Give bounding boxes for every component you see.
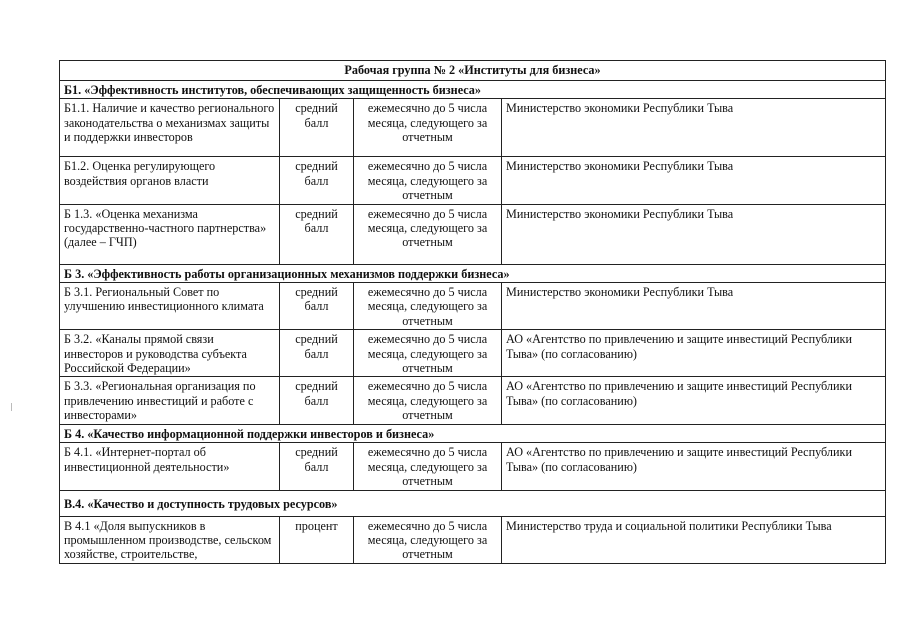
table-title-row	[60, 61, 886, 81]
unit-cell: процент	[280, 516, 354, 563]
unit-cell: средний балл	[280, 99, 354, 157]
section-row	[60, 81, 886, 99]
section-row	[60, 491, 886, 516]
indicator-cell: Б 1.3. «Оценка механизма государственно-частного партнерства» (далее – ГЧП)	[60, 204, 280, 264]
table-row	[60, 283, 886, 330]
responsible-cell: Министерство экономики Республики Тыва	[502, 99, 886, 157]
section-row	[60, 264, 886, 282]
indicator-cell: Б 3.3. «Региональная организация по привлечению инвестиций и работе с инвесторами»	[60, 377, 280, 424]
section-row	[60, 424, 886, 442]
period-cell: ежемесячно до 5 числа месяца, следующего за отчетным	[354, 330, 502, 377]
section-heading: Б 4. «Качество информационной поддержки инвесторов и бизнеса»	[60, 424, 886, 442]
period-cell: ежемесячно до 5 числа месяца, следующего за отчетным	[354, 443, 502, 491]
working-group-table	[59, 60, 886, 564]
responsible-cell: Министерство экономики Республики Тыва	[502, 157, 886, 204]
table-row	[60, 377, 886, 424]
period-cell: ежемесячно до 5 числа месяца, следующего за отчетным	[354, 516, 502, 563]
period-cell: ежемесячно до 5 числа месяца, следующего за отчетным	[354, 204, 502, 264]
period-cell: ежемесячно до 5 числа месяца, следующего за отчетным	[354, 157, 502, 204]
indicator-cell: Б1.2. Оценка регулирующего воздействия органов власти	[60, 157, 280, 204]
indicator-cell: Б 3.1. Региональный Совет по улучшению инвестиционного климата	[60, 283, 280, 330]
table-title: Рабочая группа № 2 «Институты для бизнеса»	[60, 61, 886, 81]
responsible-cell: АО «Агентство по привлечению и защите инвестиций Республики Тыва» (по согласованию)	[502, 330, 886, 377]
responsible-cell: АО «Агентство по привлечению и защите инвестиций Республики Тыва» (по согласованию)	[502, 443, 886, 491]
indicator-cell: Б 3.2. «Каналы прямой связи инвесторов и руководства субъекта Российской Федерации»	[60, 330, 280, 377]
table-row	[60, 157, 886, 204]
table-row	[60, 330, 886, 377]
unit-cell: средний балл	[280, 377, 354, 424]
period-cell: ежемесячно до 5 числа месяца, следующего за отчетным	[354, 99, 502, 157]
period-cell: ежемесячно до 5 числа месяца, следующего за отчетным	[354, 283, 502, 330]
indicator-cell: В 4.1 «Доля выпускников в промышленном производстве, сельском хозяйстве, строительстве,	[60, 516, 280, 563]
table-row	[60, 204, 886, 264]
unit-cell: средний балл	[280, 283, 354, 330]
period-cell: ежемесячно до 5 числа месяца, следующего за отчетным	[354, 377, 502, 424]
scan-mark	[11, 403, 12, 411]
responsible-cell: Министерство экономики Республики Тыва	[502, 204, 886, 264]
table-row	[60, 516, 886, 563]
section-heading: Б1. «Эффективность институтов, обеспечивающих защищенность бизнеса»	[60, 81, 886, 99]
unit-cell: средний балл	[280, 443, 354, 491]
table-row	[60, 443, 886, 491]
responsible-cell: Министерство экономики Республики Тыва	[502, 283, 886, 330]
unit-cell: средний балл	[280, 204, 354, 264]
section-heading: Б 3. «Эффективность работы организационных механизмов поддержки бизнеса»	[60, 264, 886, 282]
indicator-cell: Б1.1. Наличие и качество регионального законодательства о механизмах защиты и поддержки инвесторов	[60, 99, 280, 157]
indicator-cell: Б 4.1. «Интернет-портал об инвестиционной деятельности»	[60, 443, 280, 491]
table-row	[60, 99, 886, 157]
responsible-cell: Министерство труда и социальной политики Республики Тыва	[502, 516, 886, 563]
section-heading: В.4. «Качество и доступность трудовых ресурсов»	[60, 491, 886, 516]
unit-cell: средний балл	[280, 330, 354, 377]
unit-cell: средний балл	[280, 157, 354, 204]
responsible-cell: АО «Агентство по привлечению и защите инвестиций Республики Тыва» (по согласованию)	[502, 377, 886, 424]
